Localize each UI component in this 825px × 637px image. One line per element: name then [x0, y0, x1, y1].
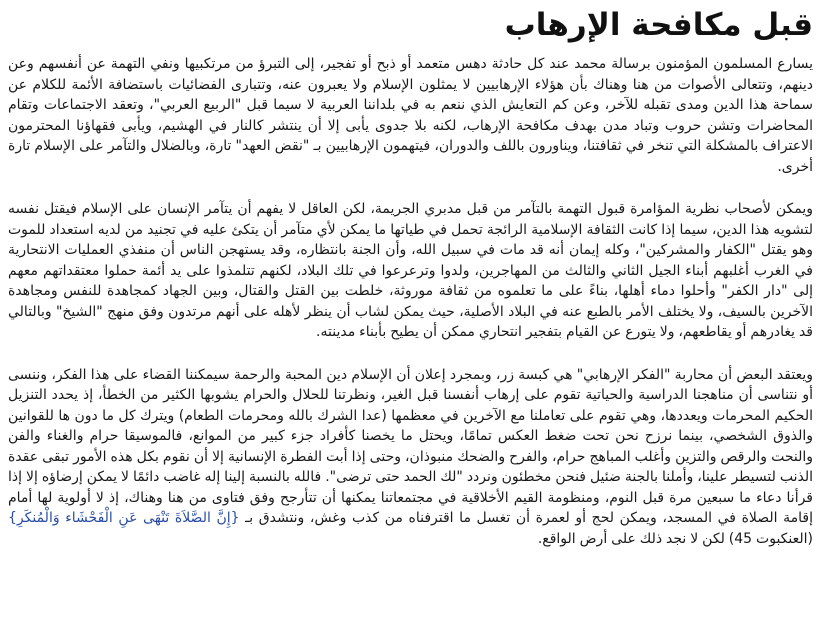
article-paragraph-3	[8, 365, 813, 550]
paragraph-3-text: ويعتقد البعض أن محاربة "الفكر الإرهابي" هي كبسة زر، وبمجرد إعلان أن الإسلام دين المحبة والرحمة سيمكننا القضاء على هذا الفكر، وننسى أو نتناسى أن مناهجنا الدراسية والحياتية تقوم على إرهاب أنفسنا قبل الغير، ونظرتنا للحلال والحرام يشوبها الكثير من الخطأ، إذ يحدد التنزيل الحكيم المحرمات ويعددها، وهي تقوم على تعاملنا مع الآخرين في معظمها (عدا الشرك بالله ومحرمات الطعام) ويترك كل ما دون ها للقوانين والذوق الشخصي، بينما نرزح نحن تحت ضغط العكس تمامًا، ويحتل ما يخصنا كأفراد جزء كبير من الموانع، فالموسيقا حرام والغناء والفن والنحت والرقص والتزين وأغلب المباهج حرام، والفرح والضحك منبوذان، وحتى إذا أبت الفطرة الإنسانية إلا أن نقوم بكل هذه الأمور تبقى عقدة الذنب لتسيطر علينا، وأملنا بالجنة ضئيل فنحن مخطئون ونردد "لك الحمد حتى ترضى". فالله بالنسبة إلينا إله غاضب دائمًا لا يمكن إرضاؤه إلا إذا قرأنا دعاء ما سبعين مرة قبل النوم، ومنظومة القيم الأخلاقية في مجتمعاتنا يمكنها أن تتأرجح وفق فتاوى من هنا وهناك، إذ لا أولوية لها أمام إقامة الصلاة في المسجد، ويمكن لحج أو لعمرة أن تغسل ما اقترفناه من كذب وغش، ونتشدق بـ	[8, 366, 814, 526]
article-title: قبل مكافحة الإرهاب	[504, 7, 813, 43]
article-paragraph-1: يسارع المسلمون المؤمنون برسالة محمد عند كل حادثة دهس متعمد أو ذبح أو تفجير، إلى التبرؤ من مرتكبيها ونفي التهمة عن أنفسهم وعن دينهم، وتتعالى الأصوات من هنا وهناك بأن هؤلاء الإرهابيين لا يمثلون الإسلام ولا يعبرون عنه، وتتبارى الفضائيات باستضافة الأئمة للكلام عن سماحة هذا الدين ومدى تقبله للآخر، وعن كم التعايش الذي ننعم به في بلداننا العربية لا سيما قبل "الربيع العربي"، وتعقد الاجتماعات وتقام المحاضرات وتشن حروب وتباد مدن بهدف مكافحة الإرهاب، لكنه بلا جدوى يأبى إلا أن ينتشر كالنار في الهشيم، ويأبى فقهاؤنا المحترمون الاعتراف بالمشكلة التي تنخر في ثقافتنا، ويناورون باللف والدوران، فيتهمون الإرهابيين بـ "نقض العهد" تارة، وبالضلال والتآمر على الإسلام تارة أخرى.	[8, 56, 813, 175]
quote-reference: (العنكبوت 45) لكن لا نجد ذلك على أرض الواقع.	[537, 530, 813, 547]
quran-quote: {إِنَّ الصَّلاَةَ تَنْهَى عَنِ الْفَحْشَاء وَالْمُنكَرِ}	[8, 510, 240, 526]
article-paragraph-2: ويمكن لأصحاب نظرية المؤامرة قبول التهمة بالتآمر من قبل مدبري الجريمة، لكن العاقل لا يفهم أن يتآمر الإنسان على الإسلام فيقتل نفسه لتشويه هذا الدين، سيما إذا كانت الثقافة الإسلامية الرائجة تحمل في طياتها ما يمكن لأي متآمر أن يتكئ عليه في تجنيد من لديه استعداد للموت وهو يقتل "الكفار والمشركين"، وكله إيمان أنه قد مات في سبيل الله، وأن الجنة بانتظاره، وقد يستهجن الناس أن منفذي العمليات الانتحارية في الغرب أغلبهم أبناء الجيل الثاني والثالث من المهاجرين، ولدوا وترعرعوا في تلك البلاد، لكنهم تتلمذوا على يد أئمة حملوا معتقداتهم معهم إلى "دار الكفر" وأحلوا دماء أهلها، بناءً على ما تعلموه من ثقافة موروثة، خلطت بين القتل والقتال، وبين الجهاد كمجاهدة للنفس ومجاهدة الآخرين بالسيف، ولا يختلف الأمر بالطبع عنه في البلاد الأصلية، حيث يمكن لشاب أن ينظر لأهله على أنهم مرتدون وفق منهج "الشيخ" وبالتالي قد يغادرهم أو يقاطعهم، ولا يتورع عن القيام بتفجير انتحاري ممكن أن يطيح بأبناء مدينته.	[8, 201, 813, 340]
